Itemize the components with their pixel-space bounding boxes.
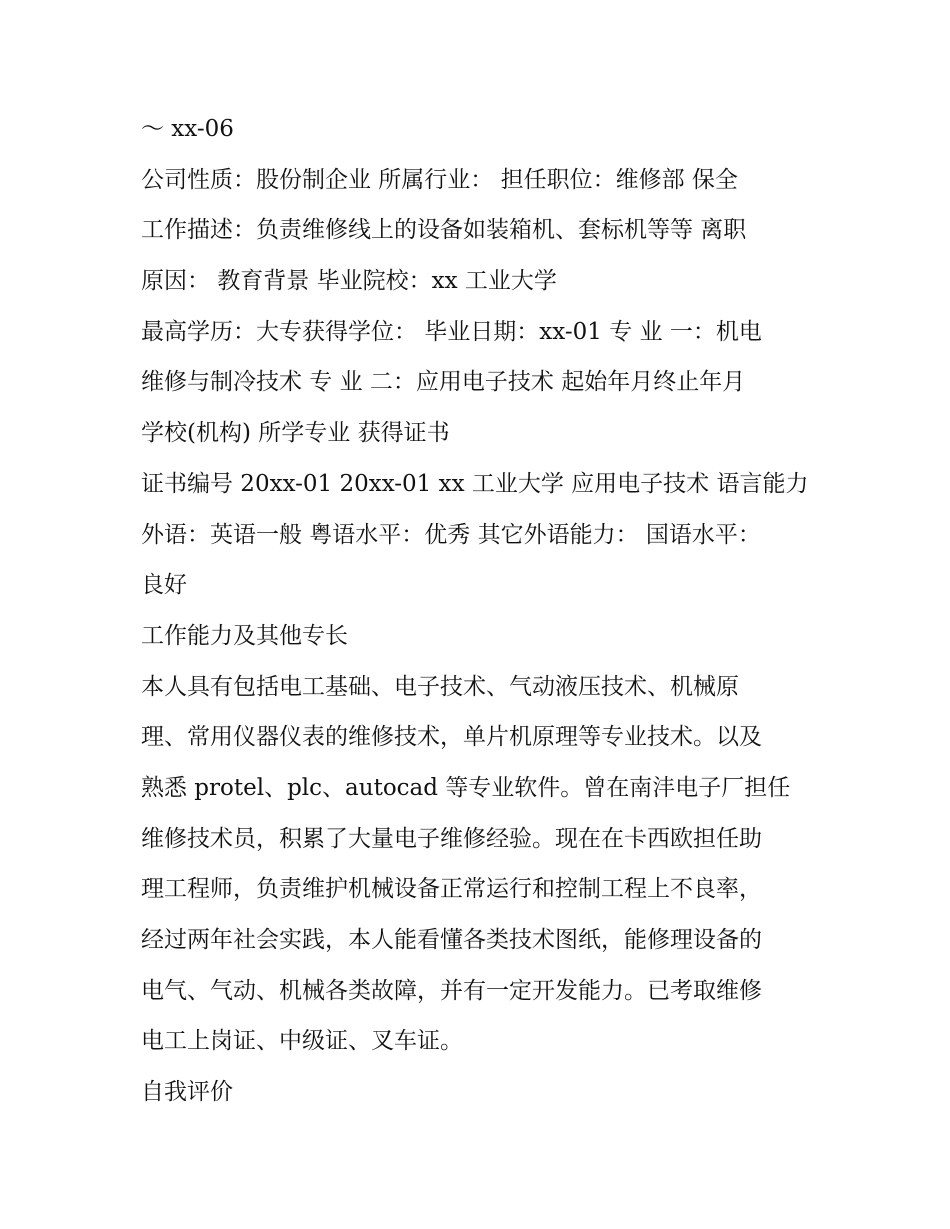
section-heading: 自我评价 (141, 1079, 233, 1106)
text-line: 理工程师，负责维护机械设备正常运行和控制工程上不良率， (141, 876, 762, 903)
text-line: 维修与制冷技术 专 业 二：应用电子技术 起始年月终止年月 (141, 369, 746, 396)
text-line: 维修技术员，积累了大量电子维修经验。现在在卡西欧担任助 (141, 825, 762, 852)
text-line: 电气、气动、机械各类故障，并有一定开发能力。已考取维修 (141, 977, 762, 1004)
text-line: ～ xx-06 (141, 116, 234, 142)
text-line: 证书编号 20xx-01 20xx-01 xx 工业大学 应用电子技术 语言能力 (141, 470, 809, 497)
document-body (141, 104, 821, 1118)
text-line: 外语：英语一般 粤语水平：优秀 其它外语能力： 国语水平： (141, 521, 761, 548)
text-line: 公司性质：股份制企业 所属行业： 担任职位：维修部 保全 (141, 166, 738, 193)
text-line: 本人具有包括电工基础、电子技术、气动液压技术、机械原 (141, 673, 739, 700)
text-line: 电工上岗证、中级证、叉车证。 (141, 1028, 463, 1055)
text-line: 原因： 教育背景 毕业院校：xx 工业大学 (141, 268, 557, 295)
text-line: 良好 (141, 572, 187, 599)
section-heading: 工作能力及其他专长 (141, 622, 348, 649)
text-line: 学校(机构) 所学专业 获得证书 (141, 420, 450, 447)
text-line: 最高学历：大专获得学位： 毕业日期：xx-01 专 业 一：机电 (141, 318, 762, 345)
text-line: 理、常用仪器仪表的维修技术，单片机原理等专业技术。以及 (141, 724, 762, 751)
text-line: 工作描述：负责维修线上的设备如装箱机、套标机等等 离职 (141, 217, 747, 244)
text-line: 经过两年社会实践，本人能看懂各类技术图纸，能修理设备的 (141, 927, 762, 953)
text-line: 熟悉 protel、plc、autocad 等专业软件。曾在南沣电子厂担任 (141, 774, 791, 801)
